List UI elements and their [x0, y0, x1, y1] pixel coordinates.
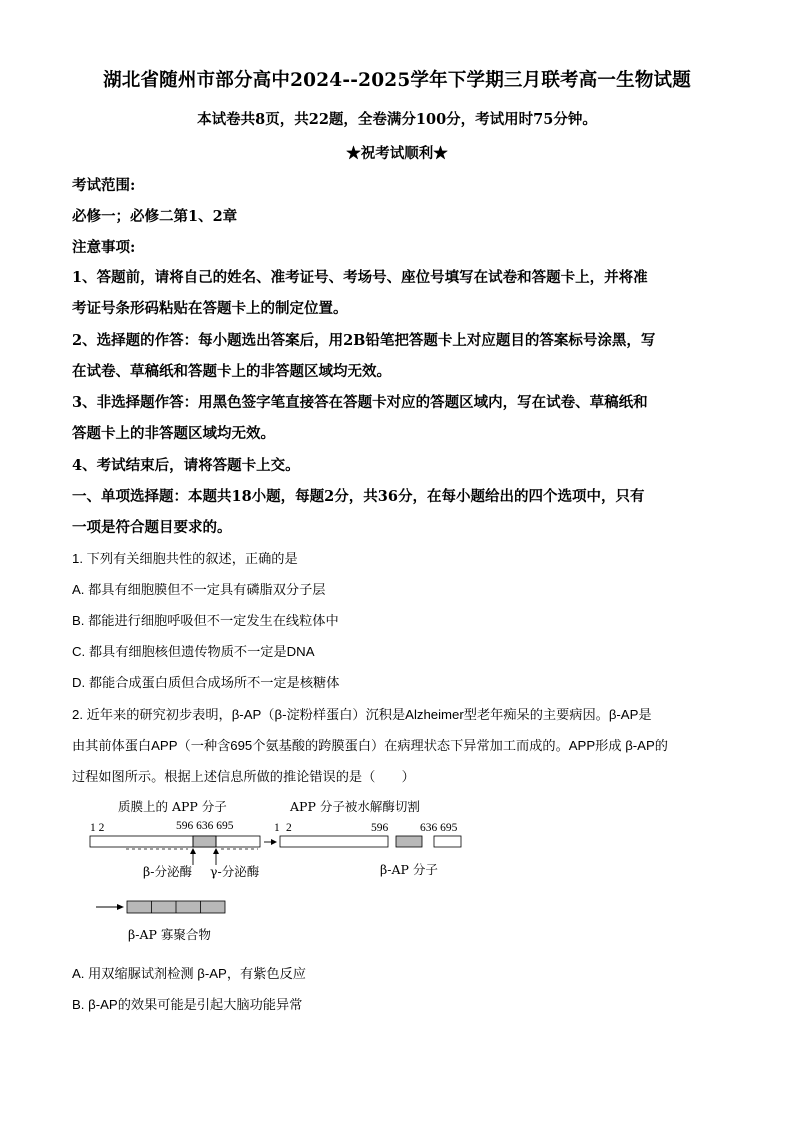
- beta-ap-fragment: [396, 836, 422, 847]
- beta-secretase-label: β-分泌酶: [143, 864, 192, 879]
- left-nums-start: 1 2: [90, 822, 105, 834]
- scope-label: 考试范围:: [72, 177, 136, 194]
- diagram-right-title: APP 分子被水解酶切割: [290, 799, 420, 814]
- question-1-option-d: D. 都能合成蛋白质但合成场所不一定是核糖体: [72, 675, 340, 690]
- blessing: ★祝考试顺利★: [346, 145, 448, 162]
- section-heading-line1: 一、单项选择题：本题共18小题，每题2分，共36分，在每小题给出的四个选项中，只有: [72, 488, 645, 505]
- oligomer-label: β-AP 寡聚合物: [128, 927, 211, 942]
- question-1-option-a: A. 都具有细胞膜但不一定具有磷脂双分子层: [72, 582, 326, 597]
- app-n-fragment: [280, 836, 388, 847]
- question-2-option-a: A. 用双缩脲试剂检测 β-AP，有紫色反应: [72, 966, 306, 981]
- exam-info: 本试卷共8页，共22题，全卷满分100分，考试用时75分钟。: [197, 111, 597, 128]
- question-1-option-c: C. 都具有细胞核但遗传物质不一定是DNA: [72, 644, 315, 659]
- diagram-left-title: 质膜上的 APP 分子: [118, 799, 227, 814]
- app-molecule-bar: [90, 836, 260, 847]
- notes-label: 注意事项:: [72, 239, 136, 256]
- section-heading-line2: 一项是符合题目要求的。: [72, 519, 232, 536]
- scope-content: 必修一；必修二第1、2章: [72, 208, 238, 225]
- right-num-596: 596: [371, 822, 389, 834]
- app-beta-segment: [193, 836, 216, 847]
- question-2-stem-line1: 2. 近年来的研究初步表明，β-AP（β-淀粉样蛋白）沉积是Alzheimer型老年痴呆的主要病因。β-AP是: [72, 707, 652, 722]
- note-item-4: 4、考试结束后，请将答题卡上交。: [72, 457, 300, 474]
- left-nums-end: 596 636 695: [176, 820, 234, 832]
- note-item-3-line1: 3、非选择题作答：用黑色签字笔直接答在答题卡对应的答题区域内，写在试卷、草稿纸和: [72, 394, 648, 411]
- right-nums-end: 636 695: [420, 822, 458, 834]
- question-2-stem-line2: 由其前体蛋白APP（一种含695个氨基酸的跨膜蛋白）在病理状态下异常加工而成的。APP形成 β-AP的: [72, 738, 668, 753]
- question-2-stem-line3: 过程如图所示。根据上述信息所做的推论错误的是（ ）: [72, 769, 415, 784]
- beta-ap-molecule-label: β-AP 分子: [380, 862, 438, 877]
- app-processing-diagram: [88, 795, 508, 945]
- right-num-1: 1: [274, 822, 280, 834]
- note-item-1-line2: 考证号条形码粘贴在答题卡上的制定位置。: [72, 300, 348, 317]
- gamma-secretase-label: γ-分泌酶: [210, 864, 260, 879]
- note-item-3-line2: 答题卡上的非答题区域均无效。: [72, 425, 275, 442]
- question-1-option-b: B. 都能进行细胞呼吸但不一定发生在线粒体中: [72, 613, 339, 628]
- question-1-stem: 1. 下列有关细胞共性的叙述，正确的是: [72, 551, 298, 566]
- page-title: 湖北省随州市部分高中2024--2025学年下学期三月联考高一生物试题: [103, 70, 691, 91]
- note-item-1-line1: 1、答题前，请将自己的姓名、准考证号、考场号、座位号填写在试卷和答题卡上，并将准: [72, 269, 648, 286]
- note-item-2-line2: 在试卷、草稿纸和答题卡上的非答题区域均无效。: [72, 363, 391, 380]
- question-2-option-b: B. β-AP的效果可能是引起大脑功能异常: [72, 997, 303, 1012]
- right-num-2: 2: [286, 822, 292, 834]
- app-c-fragment: [434, 836, 461, 847]
- note-item-2-line1: 2、选择题的作答：每小题选出答案后，用2B铅笔把答题卡上对应题目的答案标号涂黑，写: [72, 332, 656, 349]
